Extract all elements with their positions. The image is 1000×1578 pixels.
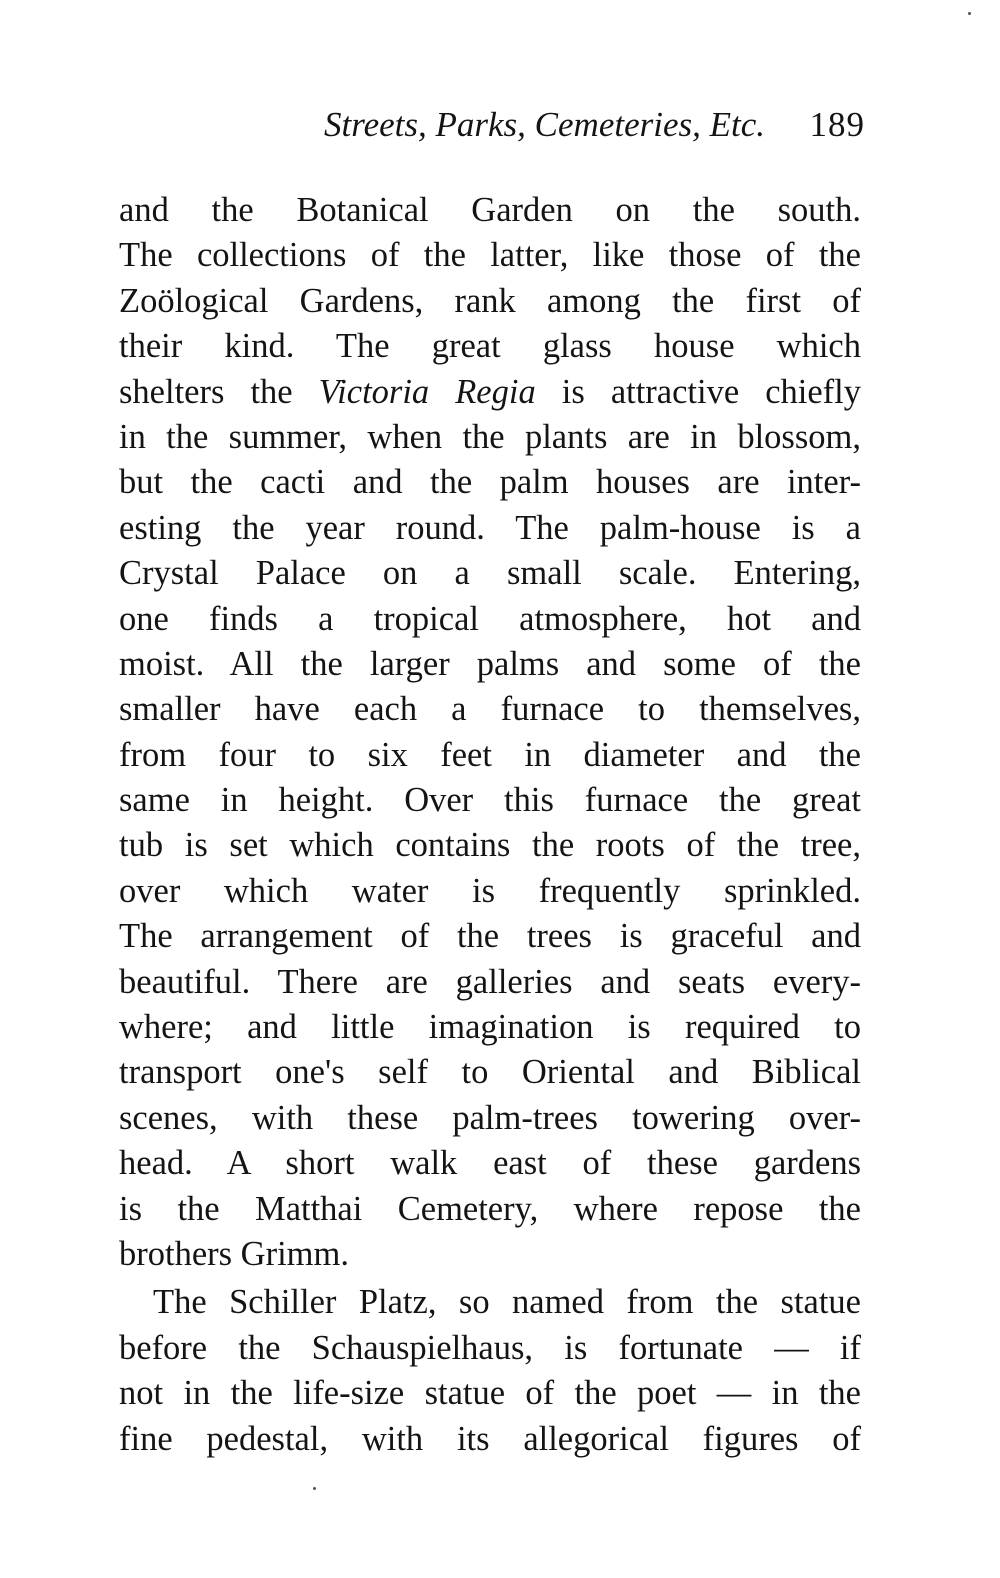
text-line: over which water is frequently sprinkled. — [119, 871, 861, 910]
text-line: Zoölogical Gardens, rank among the first of — [119, 281, 861, 320]
print-speck — [313, 1487, 316, 1490]
text-line: transport one's self to Oriental and Biblical — [119, 1053, 861, 1092]
text-line: one finds a tropical atmosphere, hot and — [119, 599, 861, 638]
text-line: in the summer, when the plants are in blossom, — [119, 417, 861, 456]
running-title: Streets, Parks, Cemeteries, Etc. — [324, 105, 765, 144]
page-number: 189 — [809, 105, 865, 144]
text-line: brothers Grimm. — [119, 1234, 349, 1273]
text-line: and the Botanical Garden on the south. — [119, 191, 861, 229]
text-line: head. A short walk east of these gardens — [119, 1144, 861, 1183]
text-line: Crystal Palace on a small scale. Entering, — [119, 554, 861, 593]
text-line: The Schiller Platz, so named from the statue — [153, 1283, 861, 1322]
text-line-with-italic: shelters the Victoria Regia is attractive chiefly — [119, 372, 861, 411]
paragraph-2 — [119, 1280, 861, 1462]
print-speck — [968, 12, 971, 15]
text-line: but the cacti and the palm houses are inter- — [119, 463, 861, 502]
text-line: before the Schauspielhaus, is fortunate — if — [119, 1328, 861, 1367]
text-line: moist. All the larger palms and some of the — [119, 644, 861, 683]
text-line: esting the year round. The palm-house is a — [119, 508, 861, 547]
text-line: not in the life-size statue of the poet — in the — [119, 1374, 861, 1413]
text-line: from four to six feet in diameter and the — [119, 735, 861, 774]
text-line: The collections of the latter, like those of the — [119, 236, 861, 275]
text-line: is the Matthai Cemetery, where repose the — [119, 1189, 861, 1228]
paragraph-1 — [119, 188, 861, 1277]
text-line: tub is set which contains the roots of the tree, — [119, 826, 861, 865]
text-line: their kind. The great glass house which — [119, 327, 861, 366]
text-line: fine pedestal, with its allegorical figures of — [119, 1419, 861, 1458]
text-line: where; and little imagination is required to — [119, 1008, 861, 1047]
body-text — [119, 188, 861, 1462]
text-line: The arrangement of the trees is graceful and — [119, 917, 861, 956]
italic-phrase: Victoria Regia — [318, 372, 536, 411]
text-line: beautiful. There are galleries and seats every- — [119, 962, 861, 1001]
running-head — [120, 100, 865, 150]
text-line: scenes, with these palm-trees towering over- — [119, 1098, 861, 1137]
text-line: same in height. Over this furnace the great — [119, 781, 861, 820]
text-line: smaller have each a furnace to themselves, — [119, 690, 861, 729]
